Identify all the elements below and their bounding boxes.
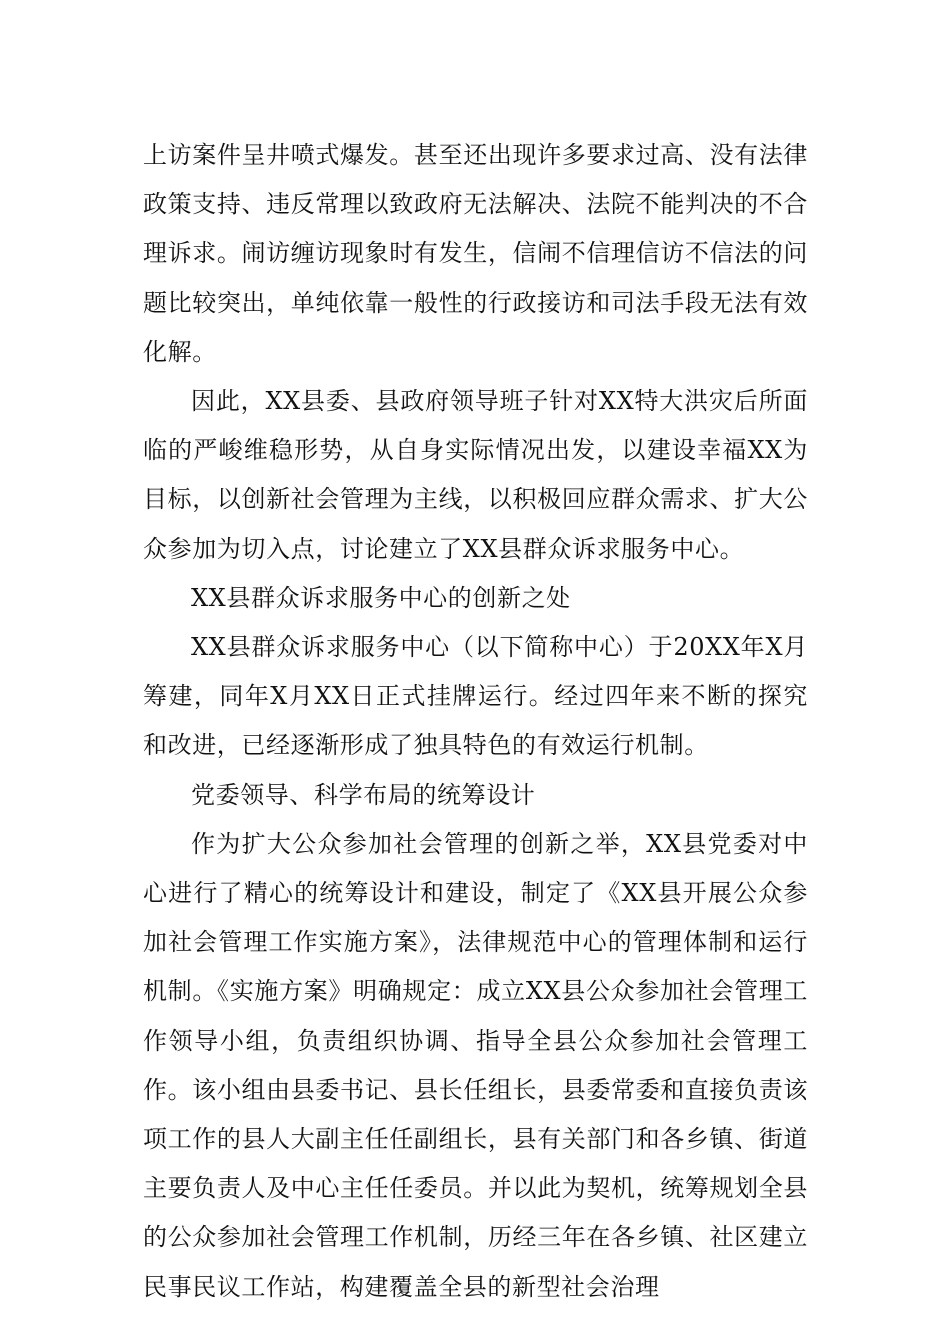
paragraph-1: 上访案件呈井喷式爆发。甚至还出现许多要求过高、没有法律政策支持、违反常理以致政府无法解决、法院不能判决的不合理诉求。闹访缠访现象时有发生，信闹不信理信访不信法的问题比较突出，单纯依靠一般性的行政接访和司法手段无法有效化解。: [143, 141, 808, 366]
document-body: [143, 131, 808, 1312]
paragraph-3: XX县群众诉求服务中心（以下简称中心）于20XX年X月筹建，同年X月XX日正式挂牌运行。经过四年来不断的探究和改进，已经逐渐形成了独具特色的有效运行机制。: [143, 633, 808, 760]
section-heading-design: 党委领导、科学布局的统筹设计: [191, 780, 536, 809]
paragraph-4: 作为扩大公众参加社会管理的创新之举，XX县党委对中心进行了精心的统筹设计和建设，制定了《XX县开展公众参加社会管理工作实施方案》，法律规范中心的管理体制和运行机制。《实施方案》明确规定：成立XX县公众参加社会管理工作领导小组，负责组织协调、指导全县公众参加社会管理工作。该小组由县委书记、县长任组长，县委常委和直接负责该项工作的县人大副主任任副组长，县有关部门和各乡镇、街道主要负责人及中心主任任委员。并以此为契机，统筹规划全县的公众参加社会管理工作机制，历经三年在各乡镇、社区建立民事民议工作站，构建覆盖全县的新型社会治理: [143, 829, 808, 1301]
section-heading-innovation: XX县群众诉求服务中心的创新之处: [191, 583, 571, 612]
paragraph-2: 因此，XX县委、县政府领导班子针对XX特大洪灾后所面临的严峻维稳形势，从自身实际情况出发，以建设幸福XX为目标，以创新社会管理为主线，以积极回应群众需求、扩大公众参加为切入点，讨论建立了XX县群众诉求服务中心。: [143, 387, 808, 563]
